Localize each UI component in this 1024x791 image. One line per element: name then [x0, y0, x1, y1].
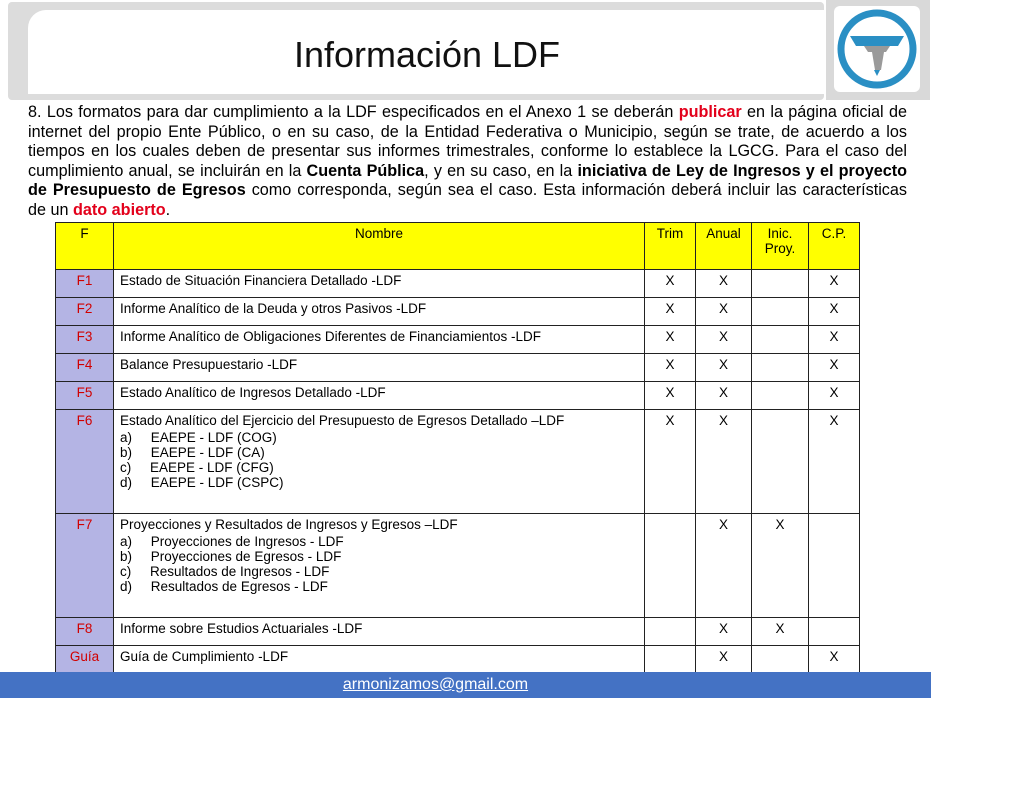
row-name-text: Informe Analítico de Obligaciones Diferentes de Financiamientos -LDF [120, 329, 541, 344]
row-cp: X [809, 646, 860, 674]
row-code: F2 [56, 298, 114, 326]
description-paragraph [28, 103, 907, 220]
row-name-text: Informe Analítico de la Deuda y otros Pasivos -LDF [120, 301, 427, 316]
row-trim [645, 618, 696, 646]
table-row [56, 410, 860, 514]
row-subitem: d) EAEPE - LDF (CSPC) [120, 475, 284, 490]
row-inic-proy [752, 326, 809, 354]
table-row [56, 298, 860, 326]
row-name [114, 646, 645, 674]
row-name [114, 354, 645, 382]
row-inic-proy: X [752, 514, 809, 618]
title-bar [8, 2, 824, 100]
row-anual: X [696, 354, 752, 382]
header-nombre: Nombre [114, 223, 645, 270]
row-anual: X [696, 382, 752, 410]
row-trim: X [645, 382, 696, 410]
row-inic-proy [752, 298, 809, 326]
row-code: F1 [56, 270, 114, 298]
table-row [56, 382, 860, 410]
row-inic-proy [752, 354, 809, 382]
row-name-text: Informe sobre Estudios Actuariales -LDF [120, 621, 363, 636]
row-trim [645, 514, 696, 618]
page-title: Información LDF [293, 34, 561, 75]
ldf-formats-table [55, 222, 860, 674]
row-anual: X [696, 410, 752, 514]
para-text-1: 8. Los formatos para dar cumplimiento a la LDF especificados en el Anexo 1 se deberán [28, 103, 679, 121]
row-anual: X [696, 298, 752, 326]
row-inic-proy: X [752, 618, 809, 646]
row-subitem: b) EAEPE - LDF (CA) [120, 445, 265, 460]
row-trim [645, 646, 696, 674]
logo-panel [834, 6, 920, 92]
row-inic-proy [752, 270, 809, 298]
row-name [114, 382, 645, 410]
header-anual: Anual [696, 223, 752, 270]
row-name [114, 410, 645, 514]
para-bold-cuenta-publica: Cuenta Pública [306, 161, 425, 180]
header-f: F [56, 223, 114, 270]
table-header-row [56, 223, 860, 270]
row-name-text: Guía de Cumplimiento -LDF [120, 649, 289, 664]
row-cp: X [809, 410, 860, 514]
row-subitem: c) Resultados de Ingresos - LDF [120, 564, 330, 579]
para-highlight-publicar: publicar [678, 103, 742, 121]
row-name-text: Estado Analítico de Ingresos Detallado -LDF [120, 385, 386, 400]
row-subitem: a) EAEPE - LDF (COG) [120, 430, 277, 445]
row-code: F5 [56, 382, 114, 410]
row-code: F4 [56, 354, 114, 382]
header-trim: Trim [645, 223, 696, 270]
row-subitem: d) Resultados de Egresos - LDF [120, 579, 328, 594]
table-row [56, 618, 860, 646]
row-code: F8 [56, 618, 114, 646]
row-code: F6 [56, 410, 114, 514]
row-anual: X [696, 646, 752, 674]
row-name [114, 618, 645, 646]
logo-frame [826, 0, 930, 100]
row-inic-proy [752, 646, 809, 674]
row-trim: X [645, 298, 696, 326]
para-bold-iniciativa: iniciativa de Ley de Ingresos y el proyecto de Presupuesto de Egresos [28, 161, 907, 199]
row-subitem: b) Proyecciones de Egresos - LDF [120, 549, 342, 564]
contact-email-link[interactable]: armonizamos@gmail.com [342, 676, 529, 693]
row-name-text: Estado de Situación Financiera Detallado -LDF [120, 273, 402, 288]
row-trim: X [645, 270, 696, 298]
row-name [114, 514, 645, 618]
row-cp [809, 618, 860, 646]
title-panel [28, 10, 826, 94]
row-name [114, 326, 645, 354]
institution-logo-icon [834, 6, 920, 92]
row-subitem: a) Proyecciones de Ingresos - LDF [120, 534, 344, 549]
footer-bar [0, 672, 931, 698]
row-name-text: Proyecciones y Resultados de Ingresos y Egresos –LDF [120, 517, 458, 532]
table-row [56, 354, 860, 382]
row-inic-proy [752, 382, 809, 410]
row-trim: X [645, 326, 696, 354]
table-row [56, 514, 860, 618]
row-subitem: c) EAEPE - LDF (CFG) [120, 460, 274, 475]
para-text-3: , y en su caso, en la [424, 161, 578, 180]
row-cp: X [809, 354, 860, 382]
row-name [114, 298, 645, 326]
table-row [56, 326, 860, 354]
row-cp: X [809, 298, 860, 326]
row-cp [809, 514, 860, 618]
row-cp: X [809, 270, 860, 298]
para-text-5: . [165, 200, 171, 219]
row-code: F7 [56, 514, 114, 618]
para-highlight-dato-abierto: dato abierto [73, 200, 166, 219]
table-row [56, 646, 860, 674]
row-trim: X [645, 410, 696, 514]
row-anual: X [696, 618, 752, 646]
row-cp: X [809, 382, 860, 410]
row-trim: X [645, 354, 696, 382]
row-name-text: Estado Analítico del Ejercicio del Presupuesto de Egresos Detallado –LDF [120, 413, 565, 428]
para-text-4: como corresponda, según sea el caso. Esta información deberá incluir las características de un [28, 181, 907, 219]
row-subitems [120, 430, 638, 490]
row-code: Guía [56, 646, 114, 674]
row-anual: X [696, 326, 752, 354]
row-subitems [120, 534, 638, 594]
row-anual: X [696, 514, 752, 618]
row-inic-proy [752, 410, 809, 514]
row-name [114, 270, 645, 298]
header-cp: C.P. [809, 223, 860, 270]
table-row [56, 270, 860, 298]
row-anual: X [696, 270, 752, 298]
para-text-2: en la página oficial de internet del propio Ente Público, o en su caso, de la Entidad Federativa o Municipio, según se trate, de acuerdo a los tiempos en los cuales deben de presentar sus informes trimestrales, conforme lo establece la LGCG. Para el caso del cumplimiento anual, se incluirán en la [28, 103, 908, 180]
row-cp: X [809, 326, 860, 354]
row-name-text: Balance Presupuestario -LDF [120, 357, 298, 372]
row-code: F3 [56, 326, 114, 354]
header-inic-proy: Inic. Proy. [752, 223, 809, 270]
